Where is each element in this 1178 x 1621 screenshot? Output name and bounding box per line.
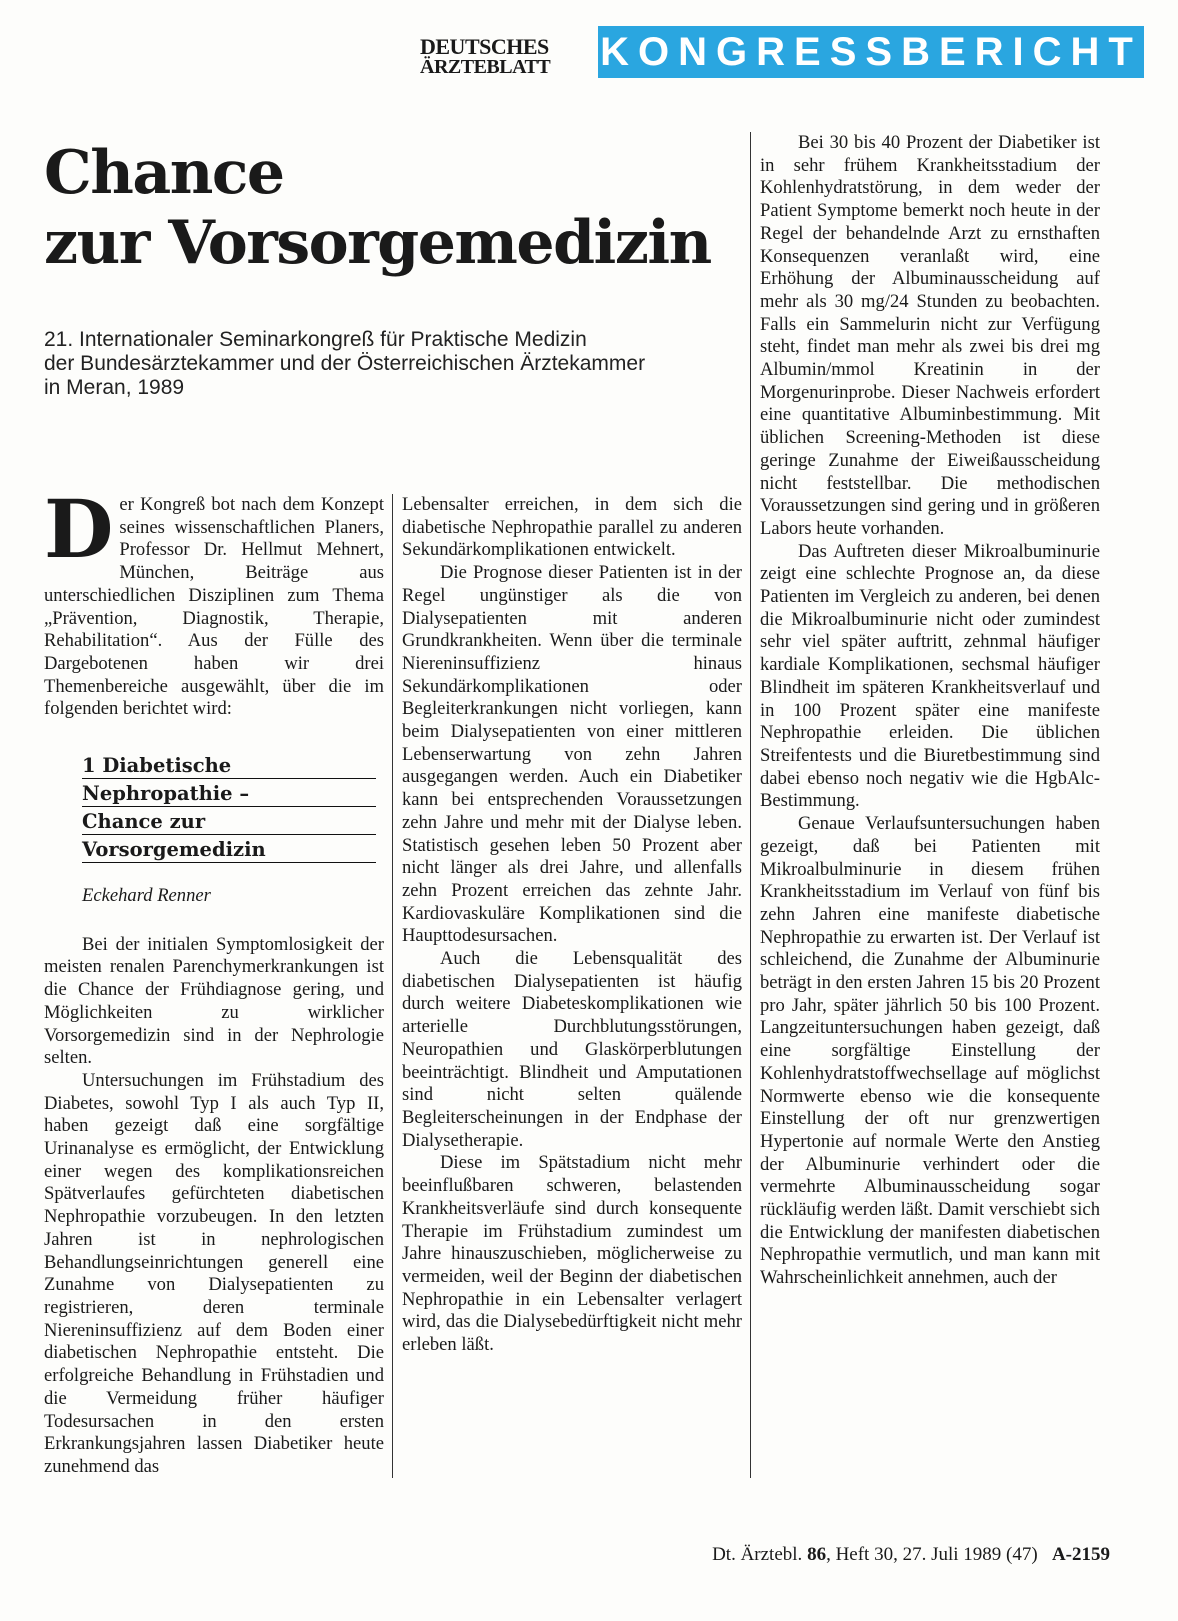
author-name: Eckehard Renner xyxy=(82,885,211,907)
column-1 xyxy=(44,482,384,1479)
subtitle-line: 21. Internationaler Seminarkongreß für Praktische Medizin xyxy=(44,328,587,351)
intro-paragraph xyxy=(44,482,384,721)
section-heading-line: Vorsorgemedizin xyxy=(82,835,376,863)
masthead-logo xyxy=(420,36,578,78)
page-footer xyxy=(640,1544,1110,1566)
masthead-line-2: ÄRZTEBLATT xyxy=(420,56,551,78)
body-paragraph: Die Prognose dieser Patienten ist in der Regel ungünstiger als die von Dialysepatienten mit anderen Grundkrankheiten. Wenn über die terminale Niereninsuffizienz hinaus Sekundärkomplikationen oder Begleiterkrankungen nicht vorliegen, kann beim Dialysepatienten von einer mittleren Lebenserwartung von zehn Jahren ausgegangen werden. Auch ein Diabetiker kann bei entsprechenden Voraussetzungen zehn Jahre und mehr mit der Dialyse leben. Statistisch gesehen leben 50 Prozent aber nicht länger als drei Jahre, und allenfalls zehn Prozent erreichen das zehnte Jahr. Kardiovaskuläre Komplikationen sind die Haupttodesursachen. xyxy=(402,562,742,947)
body-paragraph: Auch die Lebensqualität des diabetischen Dialysepatienten ist häufig durch weitere Diabeteskomplikationen wie arterielle Durchblutungsstörungen, Neuropathien und Glaskörperblutungen beeinträchtigt. Blindheit und Amputationen sind nicht selten quälende Begleiterscheinungen in der Endphase der Dialysetherapie. xyxy=(402,948,742,1151)
body-paragraph: Bei der initialen Symptomlosigkeit der meisten renalen Parenchymerkrankungen ist die Chance der Frühdiagnose gering, und Möglichkeiten zu wirklicher Vorsorgemedizin sind in der Nephrologie selten. xyxy=(44,933,384,1069)
drop-cap: D xyxy=(44,482,114,576)
column-2 xyxy=(402,494,742,1357)
column-divider xyxy=(750,132,751,1478)
footer-journal: Dt. Ärztebl. xyxy=(712,1544,803,1565)
article-subtitle xyxy=(44,328,744,400)
title-line-1: Chance xyxy=(44,138,284,208)
footer-volume: 86 xyxy=(807,1544,827,1565)
footer-issue: , Heft 30, 27. Juli 1989 (47) xyxy=(826,1544,1038,1565)
body-paragraph: Untersuchungen im Frühstadium des Diabetes, sowohl Typ I als auch Typ II, haben gezeigt daß eine sorgfältige Urinanalyse es ermöglicht, der Entwicklung einer wegen des komplikationsreichen Spätverlaufes gefürchteten diabetischen Nephropathie vorzubeugen. In den letzten Jahren ist in nephrologischen Behandlungseinrichtungen generell eine Zunahme von Dialysepatienten zu registrieren, deren terminale Niereninsuffizienz auf dem Boden einer diabetischen Nephropathie entsteht. Die erfolgreiche Behandlung in Frühstadien und die Vermeidung früher häufiger Todesursachen in den ersten Erkrankungsjahren lassen Diabetiker heute zunehmend das xyxy=(44,1069,384,1477)
subtitle-line: in Meran, 1989 xyxy=(44,376,185,399)
section-heading xyxy=(82,751,376,863)
column-divider xyxy=(392,494,393,1478)
article-title xyxy=(44,138,764,278)
subtitle-line: der Bundesärztekammer und der Österreichischen Ärztekammer xyxy=(44,352,646,375)
title-line-2: zur Vorsorgemedizin xyxy=(44,208,711,278)
section-banner: KONGRESSBERICHT xyxy=(598,26,1144,78)
section-heading-line: 1 Diabetische xyxy=(82,751,376,779)
intro-text: er Kongreß bot nach dem Konzept seines wissenschaftlichen Planers, Professor Dr. Hellmut Mehnert, München, Beiträge aus unterschiedlichen Disziplinen zum Thema „Prävention, Diagnostik, Therapie, Rehabilitation“. Aus der Fülle des Dargebotenen haben wir drei Themenbereiche ausgewählt, über die im folgenden berichtet wird: xyxy=(44,494,384,720)
section-heading-line: Nephropathie – xyxy=(82,779,376,807)
column-3 xyxy=(760,132,1100,1290)
page-number: A-2159 xyxy=(1051,1544,1110,1565)
body-paragraph: Bei 30 bis 40 Prozent der Diabetiker ist in sehr frühem Krankheitsstadium der Kohlenhydratstörung, in dem weder der Patient Symptome bemerkt noch heute in der Regel der behandelnde Arzt zu ernsthaften Konsequenzen veranlaßt wird, eine Erhöhung der Albuminausscheidung auf mehr als 30 mg/24 Stunden zu beobachten. Falls ein Sammelurin nicht zur Verfügung steht, findet man mehr als zwei bis drei mg Albumin/mmol Kreatinin in der Morgenurinprobe. Dieser Nachweis erfordert eine quantitative Albuminbestimmung. Mit üblichen Screening-Methoden ist diese geringe Zunahme der Eiweißausscheidung nicht feststellbar. Die methodischen Voraussetzungen sind gering und in größeren Labors heute vorhanden. xyxy=(760,132,1100,539)
body-paragraph: Diese im Spätstadium nicht mehr beeinflußbaren schweren, belastenden Krankheitsverläufe sind durch konsequente Therapie im Frühstadium zumindest um Jahre hinauszuschieben, möglicherweise zu vermeiden, weil der Beginn der diabetischen Nephropathie in ein Lebensalter verlagert wird, das die Dialysebedürftigkeit nicht mehr erleben läßt. xyxy=(402,1152,742,1356)
body-paragraph: Das Auftreten dieser Mikroalbuminurie zeigt eine schlechte Prognose an, da diese Patienten im Vergleich zu anderen, bei denen die Mikroalbuminurie nicht oder zumindest sehr viel später auftritt, zehnmal häufiger kardiale Komplikationen, sechsmal häufiger Blindheit im späteren Krankheitsverlauf und in 100 Prozent später eine manifeste Nephropathie erleiden. Die üblichen Streifentests und die Biuretbestimmung sind dabei ebenso noch negativ wie die HgbAlc-Bestimmung. xyxy=(760,540,1100,812)
body-paragraph: Lebensalter erreichen, in dem sich die diabetische Nephropathie parallel zu anderen Sekundärkomplikationen entwickelt. xyxy=(402,494,742,561)
section-heading-line: Chance zur xyxy=(82,807,376,835)
masthead-line-1: DEUTSCHES xyxy=(420,34,549,59)
body-paragraph: Genaue Verlaufsuntersuchungen haben gezeigt, daß bei Patienten mit Mikroalbulminurie in diesem frühen Krankheitsstadium im Verlauf von fünf bis zehn Jahren eine manifeste diabetische Nephropathie zu erwarten ist. Der Verlauf ist schleichend, die Zunahme der Albuminurie beträgt in den ersten Jahren 15 bis 20 Prozent pro Jahr, später jährlich 50 bis 100 Prozent. Langzeituntersuchungen haben gezeigt, daß eine sorgfältige Einstellung der Kohlenhydratstoffwechsellage auf möglichst Normwerte ebenso wie die konsequente Einstellung der oft nur grenzwertigen Hypertonie auf normale Werte den Anstieg der Albuminurie verhindert oder die vermehrte Albuminausscheidung sogar rückläufig werden läßt. Damit verschiebt sich die Entwicklung der manifesten diabetischen Nephropathie vermutlich, und man kann mit Wahrscheinlichkeit annehmen, auch der xyxy=(760,813,1100,1289)
